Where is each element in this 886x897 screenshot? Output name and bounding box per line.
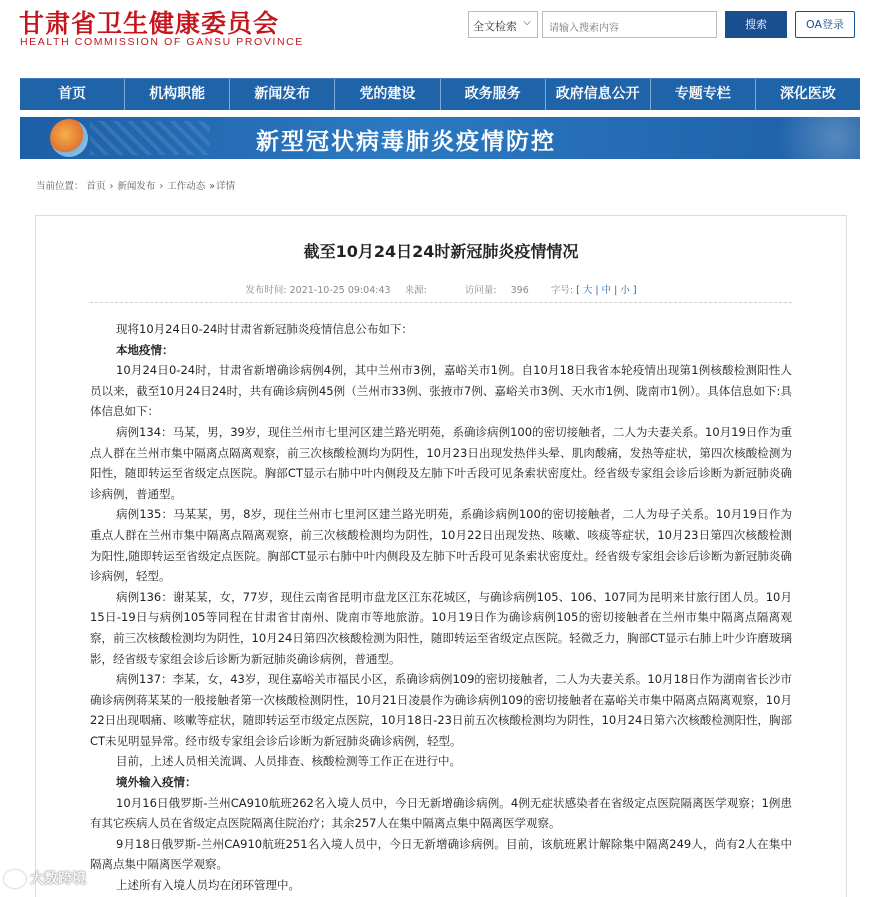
nav-item-home[interactable]: 首页 bbox=[20, 79, 125, 110]
nav-item-disclosure[interactable]: 政府信息公开 bbox=[546, 79, 651, 110]
breadcrumb-separator: › bbox=[106, 181, 117, 192]
watermark-text: 大数跨境 bbox=[30, 871, 86, 887]
chevron-down-icon: ⌵ bbox=[523, 17, 531, 28]
nav-item-topics[interactable]: 专题专栏 bbox=[651, 79, 756, 110]
nav-item-party[interactable]: 党的建设 bbox=[335, 79, 440, 110]
nav-item-functions[interactable]: 机构职能 bbox=[125, 79, 230, 110]
breadcrumb-separator: » bbox=[206, 181, 216, 192]
nav-item-news[interactable]: 新闻发布 bbox=[230, 79, 335, 110]
search-button[interactable]: 搜索 bbox=[725, 11, 787, 38]
virus-icon bbox=[50, 119, 88, 157]
site-logo-cn[interactable]: 甘肃省卫生健康委员会 bbox=[19, 9, 280, 38]
site-logo-en: HEALTH COMMISSION OF GANSU PROVINCE bbox=[20, 36, 304, 48]
flight-sep18-paragraph: 9月18日俄罗斯-兰州CA910航班251名入境人员中，今日无新增确诊病例。目前，该航班累计解除集中隔离249人，尚有2人在集中隔离点集中隔离医学观察。 bbox=[90, 836, 792, 872]
intro-paragraph: 现将10月24日0-24时甘肃省新冠肺炎疫情信息公布如下： bbox=[116, 322, 413, 336]
case-134-paragraph: 病例134：马某，男，39岁，现住兰州市七里河区建兰路光明苑，系确诊病例100的密切接触者，二人为夫妻关系。10月19日作为重点人群在兰州市集中隔离点隔离观察，前三次核酸检测均为阴性，10月23日出现发热伴头晕、肌肉酸痛，发热等症状，第四次核酸检测为阳性，随即转运至省级定点医院。胸部CT显示右肺中叶内侧段及左肺下叶舌段可见条索状密度灶。经省级专家组会诊后诊断为新冠肺炎确诊病例，普通型。 bbox=[90, 424, 792, 501]
oa-login-button[interactable]: OA登录 bbox=[795, 11, 855, 38]
breadcrumb-home[interactable]: 首页 bbox=[86, 181, 106, 192]
section-heading-local: 本地疫情： bbox=[116, 342, 174, 357]
article-meta: 发布时间: 2021-10-25 09:04:43 来源: 访问量: 396 字号: [ 大 | 中 | 小 ] bbox=[245, 285, 637, 296]
breadcrumb-work[interactable]: 工作动态 bbox=[167, 181, 206, 192]
closed-loop-paragraph: 上述所有入境人员均在闭环管理中。 bbox=[116, 878, 300, 893]
watermark-logo-icon bbox=[4, 870, 26, 888]
breadcrumb-news[interactable]: 新闻发布 bbox=[117, 181, 156, 192]
fontsize-label: 字号: bbox=[550, 285, 574, 296]
covid-banner[interactable] bbox=[20, 117, 860, 159]
breadcrumb-separator: › bbox=[156, 181, 167, 192]
site-header bbox=[0, 0, 886, 66]
banner-glow bbox=[740, 117, 860, 159]
article-title: 截至10月24日24时新冠肺炎疫情情况 bbox=[303, 242, 579, 261]
font-size-medium-button[interactable]: 中 bbox=[601, 285, 612, 296]
search-input[interactable]: 请输入搜索内容 bbox=[542, 11, 717, 38]
banner-title: 新型冠状病毒肺炎疫情防控 bbox=[256, 129, 556, 155]
main-nav bbox=[20, 78, 860, 110]
views-label: 访问量: bbox=[464, 285, 497, 296]
case-137-paragraph: 病例137：李某，女，43岁，现住嘉峪关市福民小区，系确诊病例109的密切接触者，二人为夫妻关系。10月18日作为湖南省长沙市确诊病例蒋某某的一般接触者第一次核酸检测阴性，10月21日凌晨作为确诊病例109的密切接触者在嘉峪关市集中隔离点隔离观察，10月22日出现咽痛、咳嗽等症状，随即转运至市级定点医院，10月18日-23日前五次核酸检测均为阴性，10月24日第六次核酸检测阳性，胸部CT未见明显异常。经市级专家组会诊后诊断为新冠肺炎确诊病例，轻型。 bbox=[90, 672, 792, 748]
published-time: 2021-10-25 09:04:43 bbox=[289, 285, 391, 296]
banner-decoration bbox=[90, 121, 210, 155]
published-label: 发布时间: bbox=[245, 285, 287, 296]
breadcrumb bbox=[36, 178, 235, 192]
font-size-small-button[interactable]: 小 bbox=[620, 285, 630, 296]
investigation-paragraph: 目前，上述人员相关流调、人员排查、核酸检测等工作正在进行中。 bbox=[116, 754, 461, 769]
nav-item-services[interactable]: 政务服务 bbox=[441, 79, 546, 110]
breadcrumb-detail: 详情 bbox=[216, 181, 236, 192]
breadcrumb-label: 当前位置： bbox=[36, 181, 84, 192]
local-summary-paragraph: 10月24日0-24时，甘肃省新增确诊病例4例，其中兰州市3例，嘉峪关市1例。自10月18日我省本轮疫情出现第1例核酸检测阳性人员以来，截至10月24日24时，共有确诊病例45例（兰州市33例、张掖市7例、嘉峪关市3例、天水市1例、陇南市1例）。具体信息如下:具体信息如下： bbox=[90, 363, 792, 419]
search-scope-select[interactable] bbox=[468, 11, 538, 38]
case-136-paragraph: 病例136：谢某某，女，77岁，现住云南省昆明市盘龙区江东花城区，与确诊病例105、106、107同为昆明来甘旅行团人员。10月15日-19日与病例105等同程在甘肃省甘南州、陇南市等地旅游。10月19日作为确诊病例105的密切接触者在兰州市集中隔离点隔离观察，前三次核酸检测均为阴性，10月24日第四次核酸检测为阳性，随即转运至省级定点医院。轻微乏力，胸部CT显示右肺上叶少许磨玻璃影，经省级专家组会诊后诊断为新冠肺炎确诊病例，普通型。 bbox=[90, 589, 792, 666]
case-135-paragraph: 病例135：马某某，男，8岁，现住兰州市七里河区建兰路光明苑，系确诊病例100的密切接触者，二人为母子关系。10月19日作为重点人群在兰州市集中隔离点隔离观察，前三次核酸检测均为阴性，10月22日出现发热、咳嗽、咳痰等症状，10月23日第四次核酸检测为阳性,随即转运至省级定点医院。胸部CT显示右肺中叶内侧段及左肺下叶舌段可见条索状密度灶。经省级专家组会诊后诊断为新冠肺炎确诊病例，轻型。 bbox=[90, 507, 792, 584]
meta-divider bbox=[90, 302, 792, 303]
source-label: 来源: bbox=[404, 285, 427, 296]
nav-item-reform[interactable]: 深化医改 bbox=[779, 86, 836, 102]
search-scope-value: 全文检索 bbox=[473, 20, 517, 33]
font-size-large-button[interactable]: 大 bbox=[582, 285, 593, 296]
article-panel bbox=[35, 215, 847, 897]
flight-oct16-paragraph: 10月16日俄罗斯-兰州CA910航班262名入境人员中，今日无新增确诊病例。4例无症状感染者在省级定点医院隔离医学观察；1例患有其它疾病人员在省级定点医院隔离住院治疗；其余257人在集中隔离点集中隔离医学观察。 bbox=[90, 795, 792, 831]
section-heading-imported: 境外输入疫情： bbox=[116, 775, 197, 790]
watermark bbox=[4, 868, 86, 888]
article-body bbox=[90, 319, 792, 896]
views-count: 396 bbox=[510, 285, 529, 296]
